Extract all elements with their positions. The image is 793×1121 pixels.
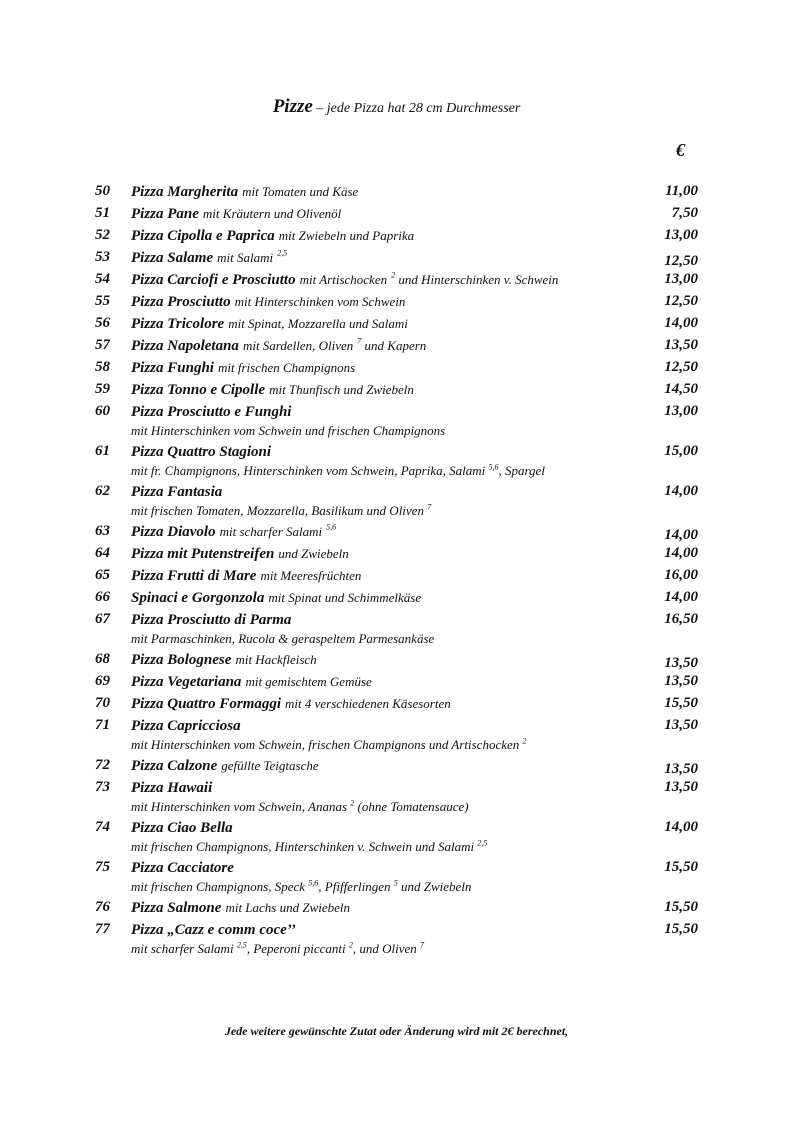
item-description-line [131, 941, 424, 957]
menu-item [0, 271, 793, 293]
item-price: 14,00 [664, 819, 698, 835]
item-allergen-note: 2 [391, 270, 396, 280]
item-name: Pizza Cipolla e Paprica [131, 228, 275, 244]
item-description: mit Parmaschinken, Rucola & geraspeltem Parmesankäse [131, 631, 435, 646]
item-description-line [131, 839, 487, 855]
item-price: 15,50 [664, 921, 698, 937]
item-name-line [131, 183, 358, 201]
item-description-cont: und Kapern [361, 338, 427, 353]
item-price: 16,00 [664, 567, 698, 583]
menu-item [0, 717, 793, 757]
menu-item [0, 651, 793, 673]
item-price: 12,50 [664, 359, 698, 375]
item-name: Pizza Margherita [131, 184, 239, 200]
menu-item [0, 673, 793, 695]
item-price: 13,50 [664, 655, 698, 671]
item-number: 51 [95, 205, 110, 221]
item-description: mit 4 verschiedenen Käsesorten [285, 696, 451, 711]
item-description: mit frischen Champignons, Speck [131, 879, 306, 894]
item-price: 14,50 [664, 381, 698, 397]
item-name-line [131, 651, 317, 669]
item-description: mit scharfer Salami [219, 524, 323, 539]
item-name: Pizza mit Putenstreifen [131, 546, 275, 562]
item-name: Pizza Prosciutto e Funghi [131, 404, 292, 420]
item-description: mit scharfer Salami [131, 941, 234, 956]
item-name: Pizza Funghi [131, 360, 214, 376]
item-price: 13,00 [664, 403, 698, 419]
item-number: 54 [95, 271, 110, 287]
menu-item [0, 523, 793, 545]
item-description: mit frischen Tomaten, Mozzarella, Basilikum und Oliven [131, 503, 424, 518]
item-price: 14,00 [664, 589, 698, 605]
item-description-cont: , und Oliven [352, 941, 417, 956]
item-description: mit Sardellen, Oliven [242, 338, 354, 353]
menu-item [0, 381, 793, 403]
item-name: Pizza Calzone [131, 758, 218, 774]
item-price: 16,50 [664, 611, 698, 627]
menu-item [0, 899, 793, 921]
item-description: mit Zwiebeln und Paprika [278, 228, 415, 243]
item-description-cont: und Hinterschinken v. Schwein [395, 272, 559, 287]
item-name: Pizza Capricciosa [131, 718, 241, 734]
item-description: mit fr. Champignons, Hinterschinken vom Schwein, Paprika, Salami [131, 463, 486, 478]
item-name: Pizza Salame [131, 250, 214, 266]
menu-item [0, 337, 793, 359]
item-name-line [131, 403, 291, 421]
item-number: 67 [95, 611, 110, 627]
item-description: mit Hinterschinken vom Schwein, Ananas [131, 799, 348, 814]
item-number: 68 [95, 651, 110, 667]
item-number: 65 [95, 567, 110, 583]
item-price: 15,00 [664, 443, 698, 459]
item-name-line [131, 717, 241, 735]
menu-item [0, 249, 793, 271]
item-allergen-note: 7 [427, 502, 432, 512]
item-name-line [131, 483, 222, 501]
item-allergen-note: 2 [522, 736, 527, 746]
item-allergen-note: 7 [357, 336, 362, 346]
item-name: Spinaci e Gorgonzola [131, 590, 265, 606]
item-name: Pizza Prosciutto [131, 294, 231, 310]
item-number: 71 [95, 717, 110, 733]
item-name-line [131, 757, 319, 775]
item-number: 73 [95, 779, 110, 795]
menu-item [0, 779, 793, 819]
item-price: 11,00 [665, 183, 698, 199]
item-name: Pizza Frutti di Mare [131, 568, 257, 584]
item-allergen-note: 2 [348, 940, 353, 950]
item-price: 15,50 [664, 695, 698, 711]
menu-item [0, 359, 793, 381]
item-name-line [131, 779, 212, 797]
item-number: 52 [95, 227, 110, 243]
item-price: 14,00 [664, 545, 698, 561]
menu-item [0, 483, 793, 523]
item-number: 66 [95, 589, 110, 605]
item-number: 59 [95, 381, 110, 397]
item-price: 13,00 [664, 227, 698, 243]
item-name: Pizza Napoletana [131, 338, 239, 354]
item-allergen-note: 2,5 [477, 838, 488, 848]
item-name-line [131, 567, 361, 585]
item-name-line [131, 611, 291, 629]
item-allergen-note: 2,5 [236, 940, 247, 950]
item-allergen-note: 5 [393, 878, 398, 888]
menu-item [0, 403, 793, 443]
item-name-line [131, 359, 355, 377]
menu-item [0, 227, 793, 249]
item-description-line [131, 631, 434, 647]
item-description-line [131, 503, 431, 519]
item-description: mit Spinat und Schimmelkäse [268, 590, 422, 605]
item-name-line [131, 271, 558, 289]
title-text: Pizze [272, 96, 313, 117]
menu-item [0, 183, 793, 205]
item-description: mit Salami [217, 250, 274, 265]
item-description: mit Kräutern und Olivenöl [202, 206, 342, 221]
item-price: 13,00 [664, 271, 698, 287]
menu-item [0, 695, 793, 717]
item-description: mit Artischocken [299, 272, 388, 287]
item-number: 69 [95, 673, 110, 689]
item-number: 63 [95, 523, 110, 539]
item-description: mit gemischtem Gemüse [245, 674, 372, 689]
item-description-line [131, 463, 545, 479]
item-name-line [131, 337, 426, 355]
menu-item [0, 611, 793, 651]
menu-item [0, 567, 793, 589]
item-number: 74 [95, 819, 110, 835]
item-name-line [131, 523, 336, 541]
item-number: 72 [95, 757, 110, 773]
menu-list [0, 183, 793, 961]
item-description: und Zwiebeln [278, 546, 349, 561]
item-price: 13,50 [664, 779, 698, 795]
currency-symbol: € [676, 140, 685, 160]
item-number: 70 [95, 695, 110, 711]
page-title [0, 96, 793, 118]
item-price: 13,50 [664, 337, 698, 353]
item-price: 15,50 [664, 859, 698, 875]
item-price: 12,50 [664, 293, 698, 309]
item-price: 7,50 [671, 205, 698, 221]
item-description: mit Hinterschinken vom Schwein, frischen Champignons und Artischocken [131, 737, 520, 752]
item-description: mit Lachs und Zwiebeln [225, 900, 351, 915]
item-name-line [131, 695, 451, 713]
item-name-line [131, 545, 349, 563]
item-name: Pizza Hawaii [131, 780, 213, 796]
menu-item [0, 315, 793, 337]
item-name: Pizza Bolognese [131, 652, 232, 668]
menu-item [0, 545, 793, 567]
item-number: 62 [95, 483, 110, 499]
item-price: 13,50 [664, 673, 698, 689]
item-description: mit frischen Champignons, Hinterschinken v. Schwein und Salami [131, 839, 475, 854]
item-description: mit Spinat, Mozzarella und Salami [228, 316, 408, 331]
item-description-cont: und Zwiebeln [397, 879, 472, 894]
item-name: Pizza Quattro Stagioni [131, 444, 272, 460]
item-name: Pizza Tonno e Cipolle [131, 382, 266, 398]
item-description: mit Meeresfrüchten [260, 568, 362, 583]
menu-item [0, 443, 793, 483]
item-description-cont: (ohne Tomatensauce) [354, 799, 469, 814]
item-number: 76 [95, 899, 110, 915]
item-name-line [131, 227, 414, 245]
item-number: 55 [95, 293, 110, 309]
item-name-line [131, 315, 408, 333]
item-number: 60 [95, 403, 110, 419]
item-name-line [131, 205, 341, 223]
title-dash: – [312, 101, 327, 116]
item-number: 75 [95, 859, 110, 875]
item-name-line [131, 443, 271, 461]
item-description-line [131, 799, 469, 815]
item-name-line [131, 859, 234, 877]
item-name: Pizza „Cazz e comm coce’’ [131, 922, 296, 938]
item-description: mit Hinterschinken vom Schwein und frischen Champignons [131, 423, 446, 438]
item-allergen-note: 5,6 [488, 462, 499, 472]
item-description-cont: , Peperoni piccanti [246, 941, 346, 956]
item-name: Pizza Tricolore [131, 316, 225, 332]
item-name: Pizza Salmone [131, 900, 222, 916]
item-allergen-note: 2 [350, 798, 355, 808]
menu-item [0, 293, 793, 315]
item-price: 12,50 [664, 253, 698, 269]
item-description-cont: , Pfifferlingen [318, 879, 391, 894]
menu-item [0, 921, 793, 961]
item-description: mit Thunfisch und Zwiebeln [269, 382, 414, 397]
menu-item [0, 205, 793, 227]
item-description: gefüllte Teigtasche [221, 758, 319, 773]
item-name: Pizza Cacciatore [131, 860, 234, 876]
item-name: Pizza Vegetariana [131, 674, 242, 690]
item-description: mit Hackfleisch [235, 652, 317, 667]
item-number: 58 [95, 359, 110, 375]
item-number: 57 [95, 337, 110, 353]
menu-item [0, 819, 793, 859]
menu-item [0, 589, 793, 611]
item-name: Pizza Prosciutto di Parma [131, 612, 292, 628]
item-name-line [131, 921, 296, 939]
item-allergen-note: 5,6 [308, 878, 319, 888]
title-subtitle: jede Pizza hat 28 cm Durchmesser [326, 101, 521, 116]
item-number: 53 [95, 249, 110, 265]
item-price: 13,50 [664, 717, 698, 733]
item-description: mit Hinterschinken vom Schwein [234, 294, 406, 309]
item-name: Pizza Pane [131, 206, 199, 222]
item-allergen-note: 5,6 [326, 522, 337, 532]
menu-item [0, 757, 793, 779]
item-allergen-note: 2,5 [277, 248, 288, 258]
item-price: 14,00 [664, 527, 698, 543]
item-number: 77 [95, 921, 110, 937]
item-name-line [131, 293, 405, 311]
item-name-line [131, 899, 350, 917]
item-name: Pizza Diavolo [131, 524, 216, 540]
item-number: 64 [95, 545, 110, 561]
item-description-cont: , Spargel [498, 463, 545, 478]
item-description: mit Tomaten und Käse [242, 184, 359, 199]
item-price: 14,00 [664, 315, 698, 331]
item-name-line [131, 249, 287, 267]
item-number: 50 [95, 183, 110, 199]
menu-item [0, 859, 793, 899]
item-name-line [131, 673, 372, 691]
item-description-line [131, 737, 527, 753]
item-price: 15,50 [664, 899, 698, 915]
item-name: Pizza Quattro Formaggi [131, 696, 282, 712]
item-name: Pizza Fantasia [131, 484, 223, 500]
item-price: 14,00 [664, 483, 698, 499]
item-name: Pizza Carciofi e Prosciutto [131, 272, 296, 288]
item-number: 56 [95, 315, 110, 331]
item-name-line [131, 819, 233, 837]
item-description-line [131, 879, 471, 895]
item-price: 13,50 [664, 761, 698, 777]
item-name-line [131, 589, 421, 607]
item-name-line [131, 381, 414, 399]
item-description: mit frischen Champignons [217, 360, 356, 375]
item-name: Pizza Ciao Bella [131, 820, 233, 836]
item-allergen-note: 7 [420, 940, 425, 950]
footer-note: Jede weitere gewünschte Zutat oder Änderung wird mit 2€ berechnet, [224, 1024, 569, 1038]
item-description-line [131, 423, 445, 439]
item-number: 61 [95, 443, 110, 459]
